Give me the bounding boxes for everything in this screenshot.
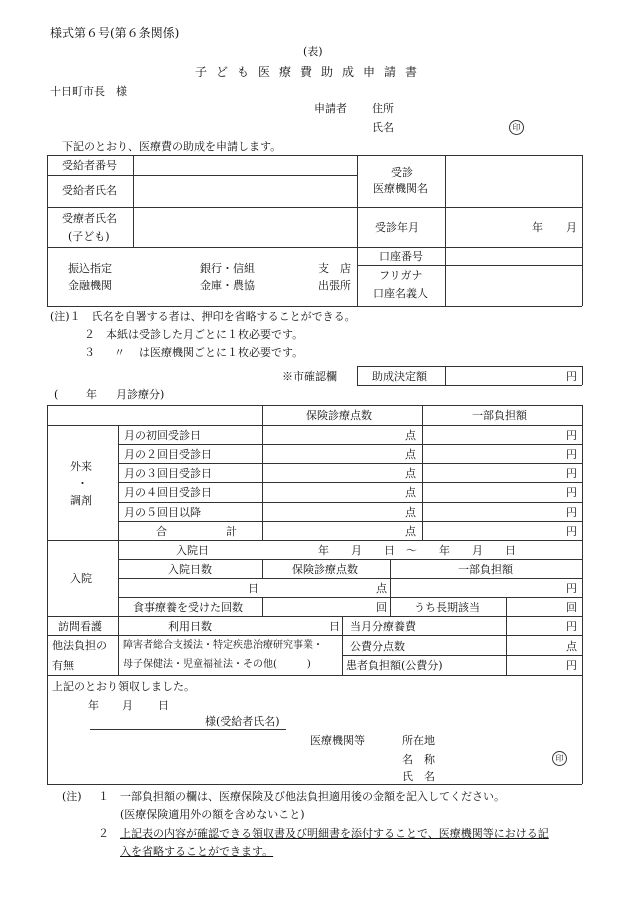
note-3-text: は医療機関ごとに１枚必要です。	[139, 346, 304, 359]
branch-label-2: 出張所	[318, 279, 351, 292]
day-unit: 日	[248, 582, 259, 595]
copay-header: 一部負担額	[472, 409, 527, 422]
month-unit: 月	[566, 221, 577, 234]
times-unit: 回	[566, 601, 577, 614]
period-open: (	[54, 388, 59, 401]
total-label-2: 計	[226, 525, 237, 538]
note2-label: (注)	[62, 790, 82, 803]
patient-burden-label: 患者負担額(公費分)	[346, 659, 443, 672]
name-label: 氏名	[372, 121, 394, 134]
other-law-text-1: 障害者総合支援法・特定疾患治療研究事業・	[123, 640, 323, 651]
admission-date-label: 入院日	[176, 544, 209, 557]
times-unit: 回	[376, 601, 387, 614]
receipt-day: 日	[158, 699, 169, 712]
branch-label-1: 支 店	[318, 262, 351, 275]
account-holder-label: 口座名義人	[373, 287, 428, 300]
receipt-month: 月	[122, 699, 133, 712]
points-unit: 点	[405, 506, 416, 519]
note2-2-subtext: 入を省略することができます。	[120, 845, 274, 858]
admission-days-label: 入院日数	[168, 563, 212, 576]
yen-unit: 円	[566, 448, 577, 461]
yen-unit: 円	[566, 582, 577, 595]
yen-unit: 円	[566, 525, 577, 538]
other-law-label-2: 有無	[52, 659, 74, 672]
meal-count-label: 食事療養を受けた回数	[133, 601, 243, 614]
yen-unit: 円	[566, 486, 577, 499]
points-unit: 点	[405, 525, 416, 538]
visit-row-4: 月の４回目受診日	[124, 486, 212, 499]
city-confirm-label: ※市確認欄	[282, 370, 337, 383]
seal-icon: 印	[552, 751, 567, 766]
page-title: 子ども医療費助成申請書	[195, 65, 427, 79]
inpatient-label: 入院	[70, 572, 92, 585]
note-3-number: ３	[84, 346, 95, 359]
patient-name-label: 受療者氏名	[62, 212, 117, 225]
facility-label: 医療機関等	[310, 734, 365, 747]
bank-label-1: 振込指定	[68, 262, 112, 275]
bank-type-2: 金庫・農協	[200, 279, 255, 292]
receipt-text: 上記のとおり領収しました。	[52, 680, 195, 693]
note-2: ２ 本紙は受診した月ごとに１枚必要です。	[84, 328, 304, 341]
inpatient-points-header: 保険診療点数	[292, 563, 358, 576]
note2-1-subtext: (医療保険適用外の額を含めないこと)	[120, 808, 305, 821]
other-law-text-2: 母子保健法・児童福祉法・その他( )	[123, 659, 311, 670]
clinic-label-1: 受診	[391, 166, 413, 179]
recipient-number-label: 受給者番号	[62, 159, 117, 172]
note-3-ditto: 〃	[114, 346, 125, 359]
front-side-label: (表)	[303, 45, 323, 58]
bank-label-2: 金融機関	[68, 279, 112, 292]
day-unit: 日	[329, 620, 340, 633]
person-name-label: 氏 名	[402, 770, 435, 783]
insurance-points-header: 保険診療点数	[306, 409, 372, 422]
total-label-1: 合	[156, 525, 167, 538]
signature-underline	[90, 729, 286, 730]
visit-row-3: 月の３回目受診日	[124, 467, 212, 480]
points-unit: 点	[405, 486, 416, 499]
inpatient-copay-header: 一部負担額	[458, 563, 513, 576]
home-nursing-label: 訪問看護	[58, 620, 102, 633]
applicant-label: 申請者	[314, 102, 347, 115]
points-unit: 点	[405, 429, 416, 442]
outpatient-label-1: 外来	[70, 460, 92, 473]
other-law-label-1: 他法負担の	[52, 639, 107, 652]
note2-1-text: 一部負担額の欄は、医療保険及び他法負担適用後の金額を記入してください。	[120, 790, 505, 803]
public-points-label: 公費分点数	[350, 640, 405, 653]
form-number: 様式第６号(第６条関係)	[50, 26, 180, 40]
receipt-year: 年	[88, 699, 99, 712]
note2-1-number: １	[98, 790, 109, 803]
visit-row-1: 月の初回受診日	[124, 429, 201, 442]
note2-2-text: 上記表の内容が確認できる領収書及び明細書を添付することで、医療機関等における記	[120, 827, 549, 840]
address-label: 住所	[372, 102, 394, 115]
month-fee-label: 当月分療養費	[350, 620, 416, 633]
patient-child-label: (子ども)	[68, 230, 110, 243]
intro-text: 下記のとおり、医療費の助成を申請します。	[62, 140, 282, 153]
period-year: 年	[86, 388, 97, 401]
note-1: (注)１ 氏名を自署する者は、押印を省略することができる。	[50, 310, 356, 323]
visit-row-2: 月の２回目受診日	[124, 448, 212, 461]
points-unit: 点	[566, 640, 577, 653]
yen-unit: 円	[566, 506, 577, 519]
note2-2-number: ２	[98, 827, 109, 840]
use-days-label: 利用日数	[168, 620, 212, 633]
year-unit: 年	[532, 221, 543, 234]
points-unit: 点	[376, 582, 387, 595]
yen-unit: 円	[566, 467, 577, 480]
recipient-mayor: 十日町市長 様	[50, 85, 127, 98]
account-number-label: 口座番号	[379, 250, 423, 263]
outpatient-label-3: 調剤	[70, 494, 92, 507]
long-term-label: うち長期該当	[414, 601, 480, 614]
decided-amount-yen: 円	[566, 370, 577, 383]
seal-icon: 印	[509, 120, 524, 135]
decided-amount-label: 助成決定額	[372, 370, 427, 383]
yen-unit: 円	[566, 429, 577, 442]
points-unit: 点	[405, 448, 416, 461]
recipient-name-label: 受給者氏名	[62, 184, 117, 197]
yen-unit: 円	[566, 620, 577, 633]
facility-name-label: 名 称	[402, 753, 435, 766]
period-month: 月診療分)	[116, 388, 165, 401]
outpatient-label-2: ・	[77, 477, 88, 490]
points-unit: 点	[405, 467, 416, 480]
visit-month-label: 受診年月	[375, 221, 419, 234]
admission-date-range: 年 月 日 ～ 年 月 日	[318, 544, 516, 557]
receipt-recipient-sama: 様(受給者氏名)	[205, 715, 280, 728]
yen-unit: 円	[566, 659, 577, 672]
clinic-label-2: 医療機関名	[373, 182, 428, 195]
furigana-label: フリガナ	[379, 269, 423, 282]
bank-type-1: 銀行・信組	[200, 262, 255, 275]
location-label: 所在地	[402, 734, 435, 747]
visit-row-5: 月の５回目以降	[124, 506, 201, 519]
